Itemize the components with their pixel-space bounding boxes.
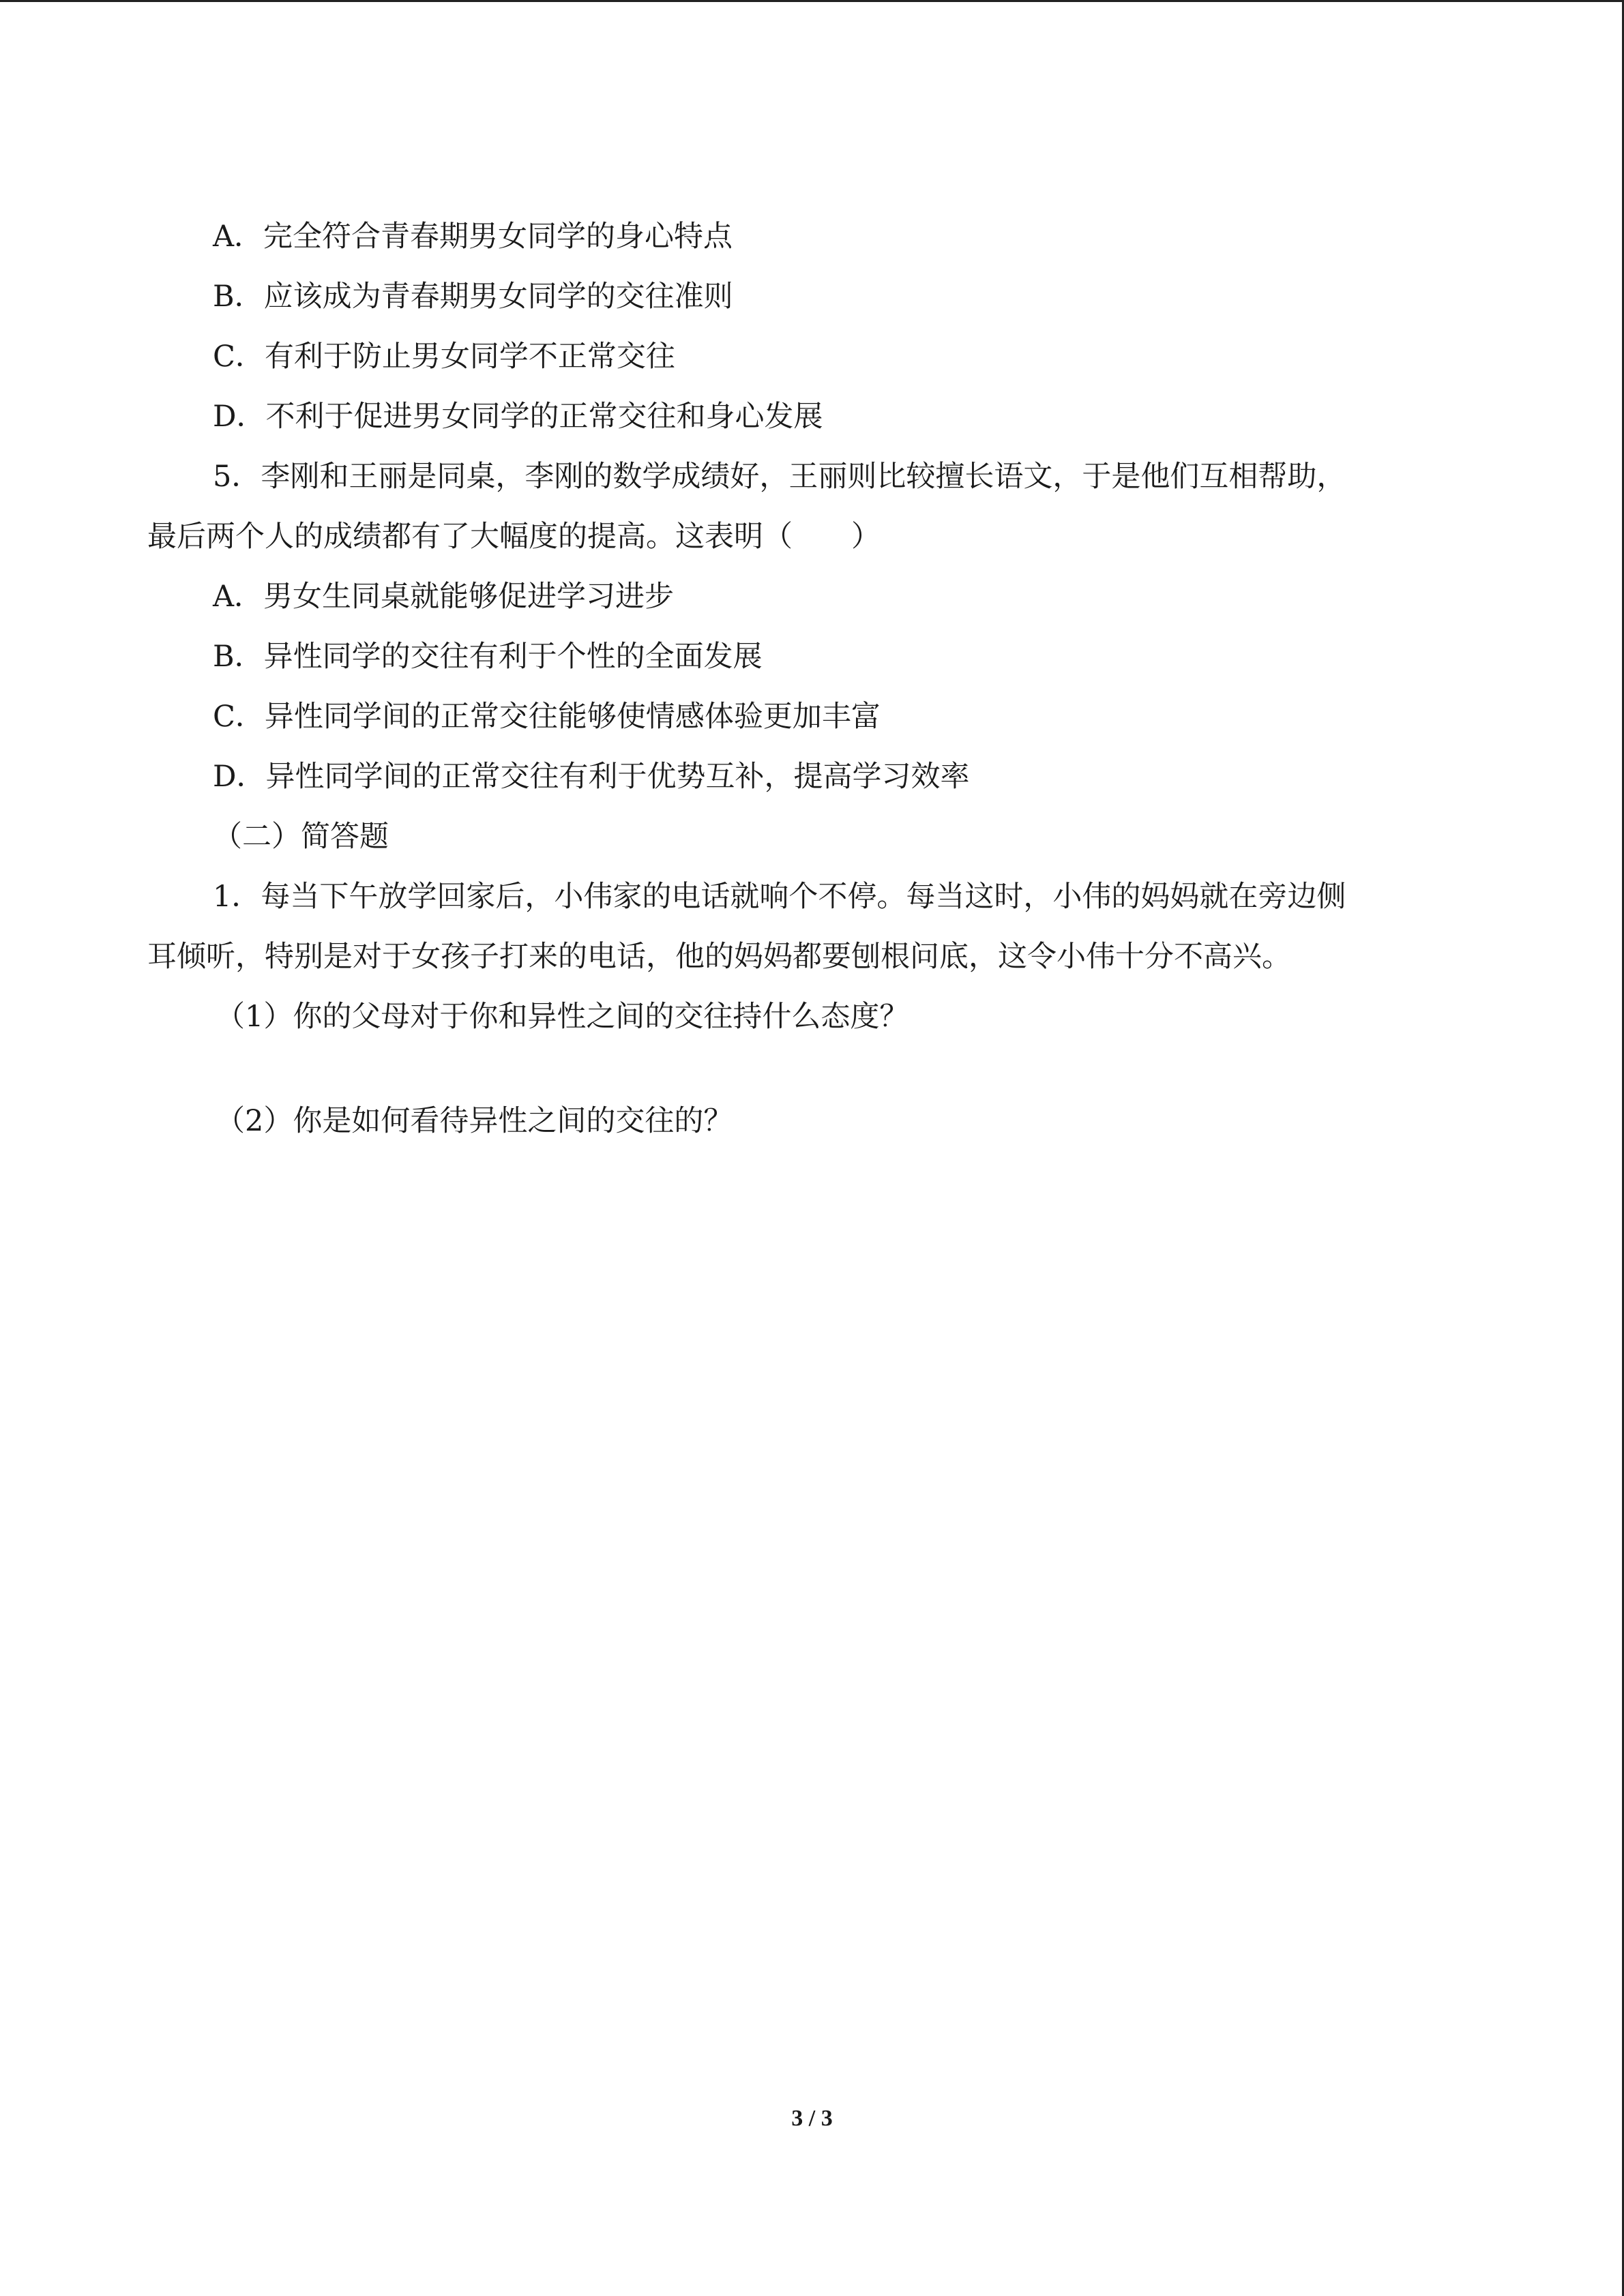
short-answer-1-line1: 1．每当下午放学回家后，小伟家的电话就响个不停。每当这时，小伟的妈妈就在旁边侧 <box>213 880 1346 914</box>
short-answer-1-sub1: （1）你的父母对于你和异性之间的交往持什么态度？ <box>216 1000 909 1034</box>
page-number: 3 / 3 <box>791 2106 833 2131</box>
q5-option-b: B．异性同学的交往有利于个性的全面发展 <box>213 640 763 674</box>
q4-option-d: D．不利于促进男女同学的正常交往和身心发展 <box>213 400 823 434</box>
short-answer-1-sub2: （2）你是如何看待异性之间的交往的？ <box>216 1104 733 1138</box>
q5-stem-line1: 5．李刚和王丽是同桌，李刚的数学成绩好，王丽则比较擅长语文，于是他们互相帮助， <box>213 460 1346 494</box>
q5-option-d: D．异性同学间的正常交往有利于优势互补，提高学习效率 <box>213 760 970 794</box>
q4-option-b: B．应该成为青春期男女同学的交往准则 <box>213 280 733 314</box>
q5-stem-line2: 最后两个人的成绩都有了大幅度的提高。这表明（ ） <box>147 520 881 554</box>
section-title: （二）简答题 <box>213 820 389 854</box>
q4-option-a: A．完全符合青春期男女同学的身心特点 <box>213 220 733 254</box>
q5-option-a: A．男女生同桌就能够促进学习进步 <box>213 580 675 614</box>
q5-option-c: C．异性同学间的正常交往能够使情感体验更加丰富 <box>213 700 881 734</box>
answer-space-1 <box>147 1047 1477 1091</box>
short-answer-1-line2: 耳倾听，特别是对于女孩子打来的电话，他的妈妈都要刨根问底，这令小伟十分不高兴。 <box>147 940 1291 974</box>
q4-option-c: C．有利于防止男女同学不正常交往 <box>213 340 675 374</box>
page-content <box>147 207 1477 1151</box>
